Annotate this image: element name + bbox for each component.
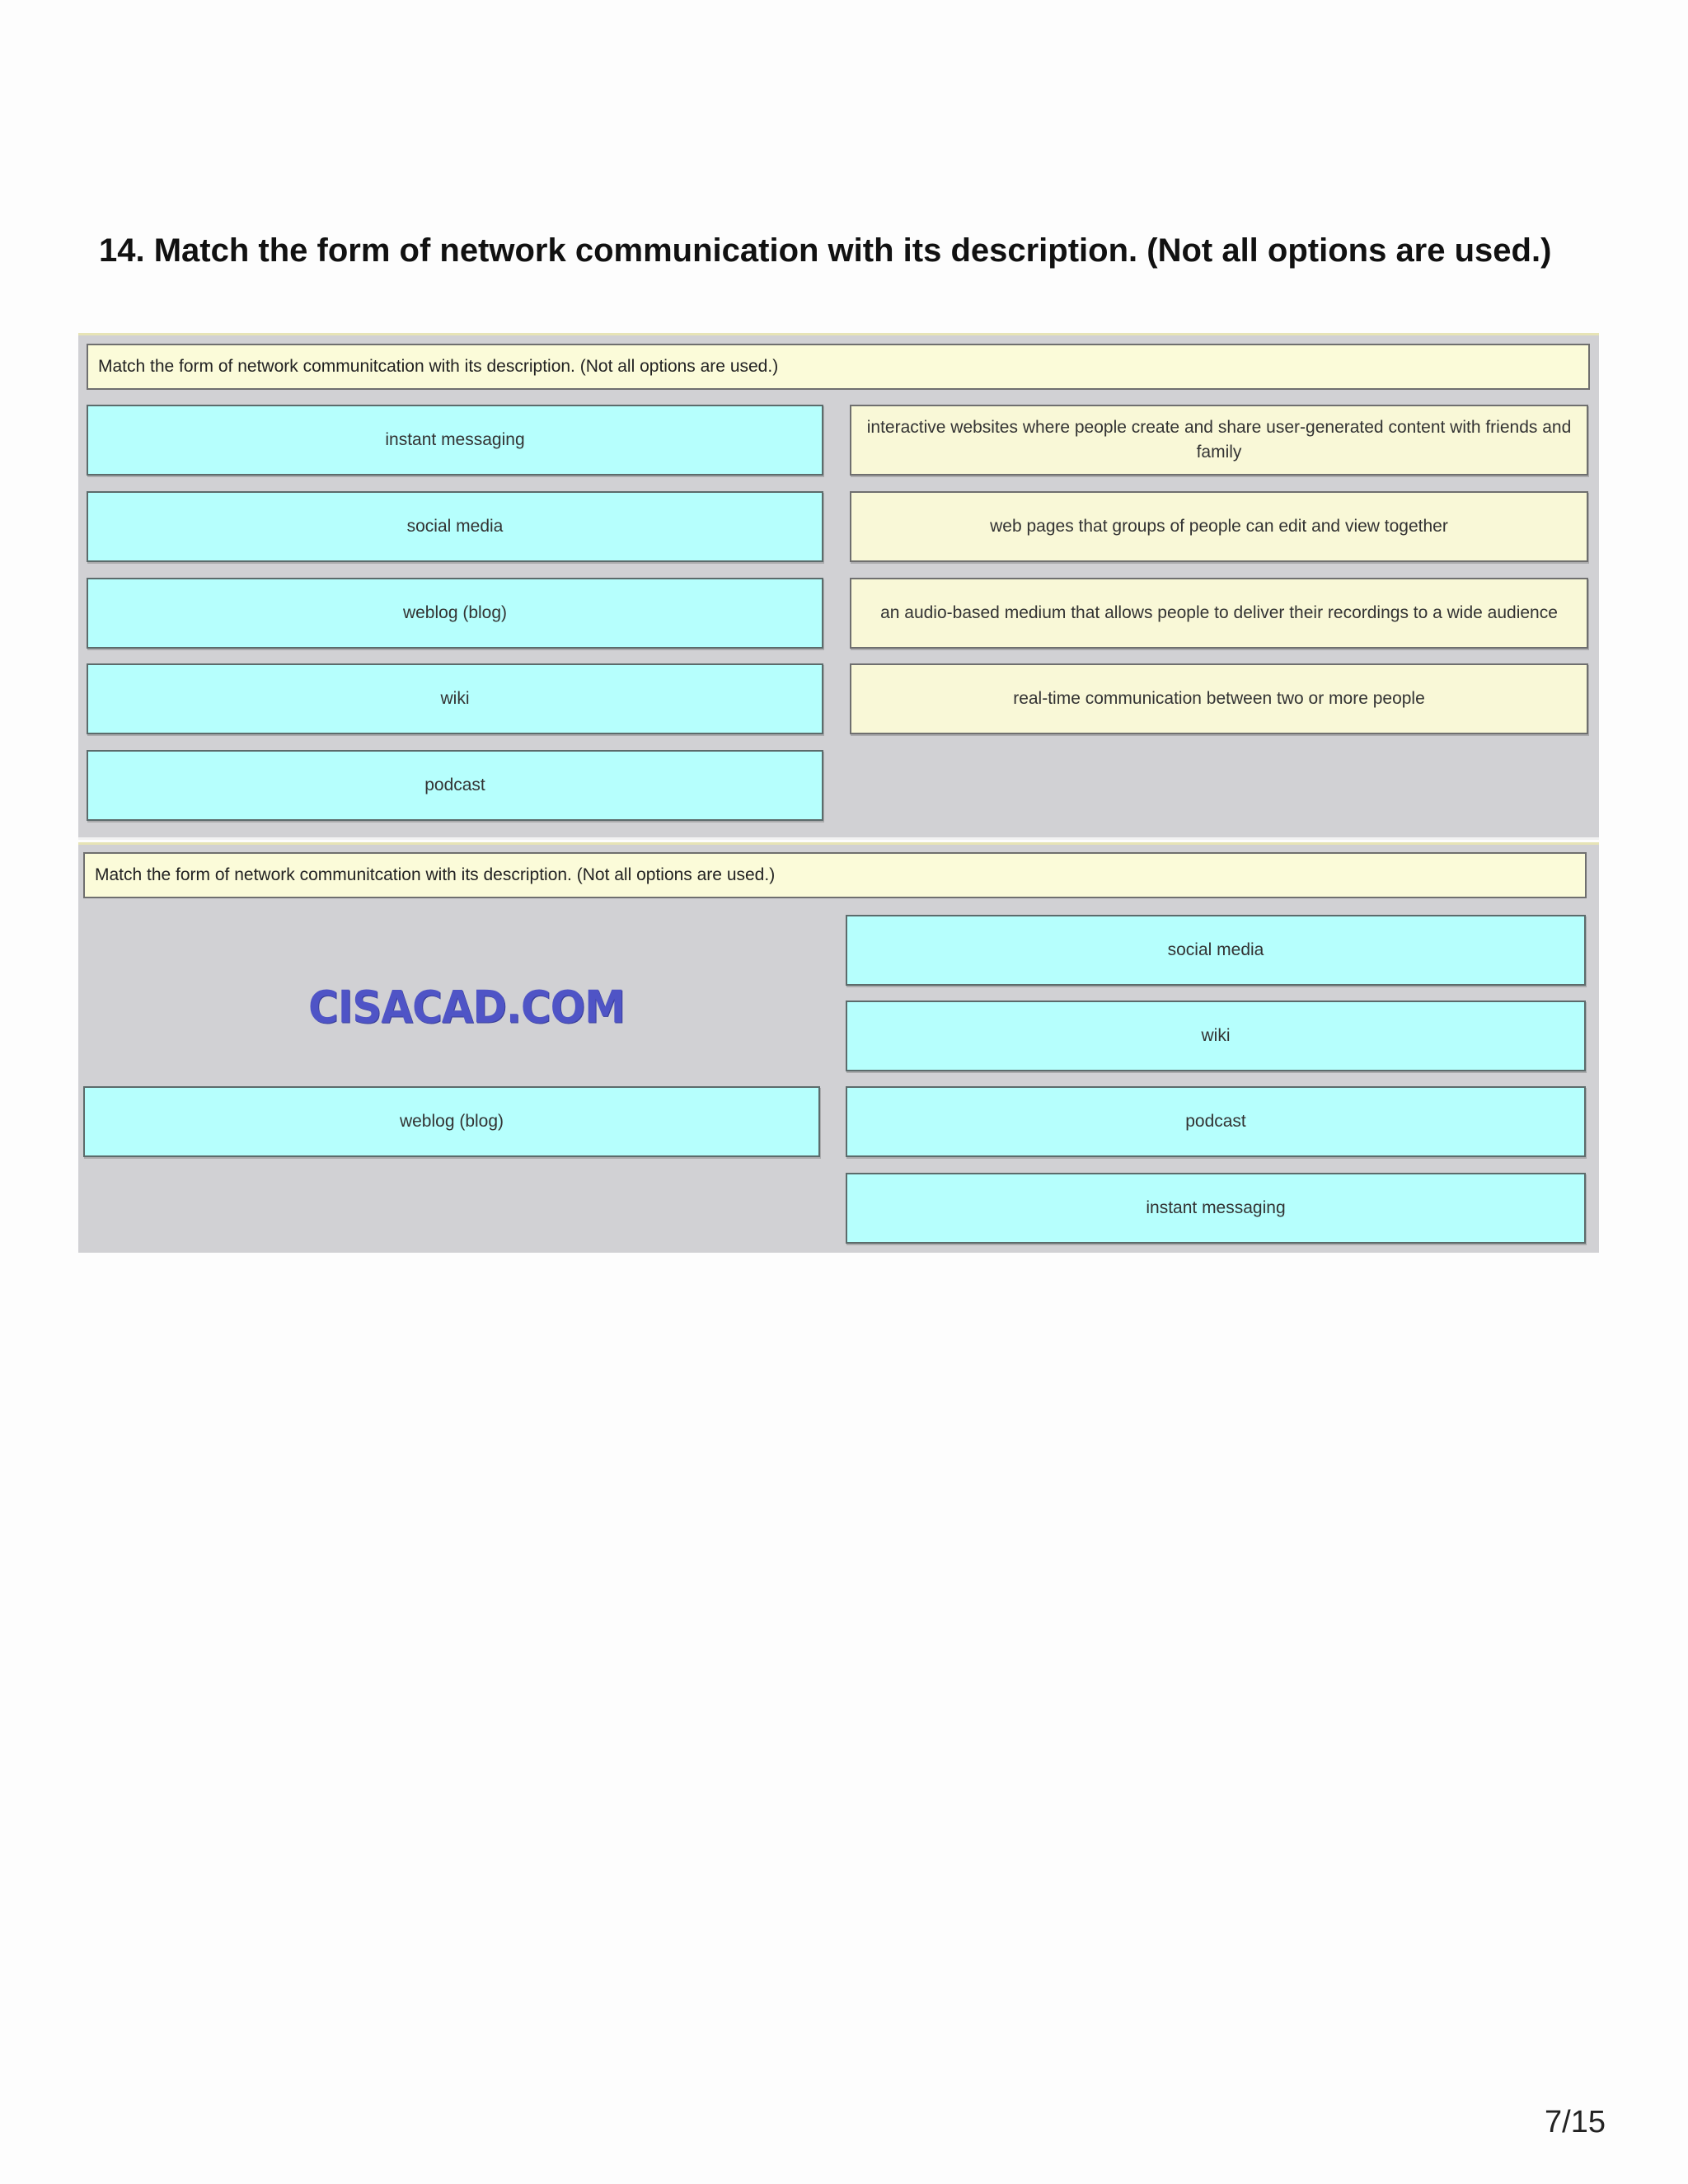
description-target[interactable]: an audio-based medium that allows people to deliver their recordings to a wide audience bbox=[850, 578, 1588, 649]
option-tile[interactable]: social media bbox=[87, 491, 823, 562]
exercise-instruction: Match the form of network communitcation with its description. (Not all options are used.) bbox=[87, 344, 1590, 390]
description-target[interactable]: web pages that groups of people can edit and view together bbox=[850, 491, 1588, 562]
option-tile[interactable]: instant messaging bbox=[87, 405, 823, 476]
option-tile[interactable]: podcast bbox=[87, 750, 823, 821]
answer-tile[interactable]: instant messaging bbox=[846, 1173, 1586, 1244]
answer-tile[interactable]: social media bbox=[846, 915, 1586, 986]
answer-tile[interactable]: podcast bbox=[846, 1086, 1586, 1157]
description-target[interactable]: real-time communication between two or more people bbox=[850, 663, 1588, 734]
matching-exercise-panel bbox=[78, 333, 1599, 840]
watermark-logo: CISACAD.COM bbox=[308, 981, 625, 1033]
answer-tile[interactable]: wiki bbox=[846, 1001, 1586, 1071]
option-tile[interactable]: wiki bbox=[87, 663, 823, 734]
page-number: 7/15 bbox=[1545, 2105, 1606, 2139]
unused-option-tile[interactable]: weblog (blog) bbox=[83, 1086, 820, 1157]
answer-panel bbox=[78, 842, 1599, 1253]
question-title: 14. Match the form of network communication with its description. (Not all options are used.) bbox=[99, 232, 1552, 269]
option-tile[interactable]: weblog (blog) bbox=[87, 578, 823, 649]
answer-instruction: Match the form of network communitcation with its description. (Not all options are used.) bbox=[83, 852, 1587, 898]
description-target[interactable]: interactive websites where people create and share user-generated content with friends and family bbox=[850, 405, 1588, 476]
